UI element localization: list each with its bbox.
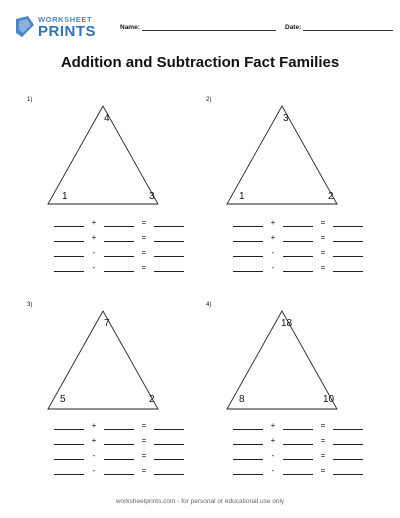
problem-2 — [206, 97, 386, 287]
equals-sign: = — [320, 466, 326, 475]
answer-blank[interactable] — [233, 421, 263, 430]
equals-sign: = — [320, 451, 326, 460]
date-field[interactable] — [285, 23, 393, 31]
answer-blank[interactable] — [54, 263, 84, 272]
equals-sign: = — [141, 218, 147, 227]
answer-blank[interactable] — [154, 248, 184, 257]
answer-blank[interactable] — [104, 248, 134, 257]
triangle-top-number: 4 — [104, 113, 110, 124]
answer-blank[interactable] — [104, 436, 134, 445]
answer-blank[interactable] — [233, 263, 263, 272]
equals-sign: = — [141, 436, 147, 445]
problem-3 — [27, 302, 207, 492]
answer-blank[interactable] — [333, 263, 363, 272]
problem-number: 4) — [206, 302, 212, 308]
operator: + — [91, 436, 97, 445]
problem-number: 1) — [27, 97, 33, 103]
equation-row — [233, 262, 363, 272]
operator: - — [271, 263, 275, 272]
triangle-right-number: 2 — [149, 394, 155, 405]
answer-blank[interactable] — [333, 466, 363, 475]
operator: + — [270, 218, 276, 227]
answer-blank[interactable] — [233, 436, 263, 445]
logo-text-bottom: PRINTS — [38, 23, 97, 40]
problem-number: 3) — [27, 302, 33, 308]
answer-blank[interactable] — [233, 451, 263, 460]
footer-text: worksheetprints.com - for personal or educational use only — [115, 498, 285, 505]
answer-blank[interactable] — [154, 451, 184, 460]
equals-sign: = — [320, 436, 326, 445]
answer-blank[interactable] — [233, 218, 263, 227]
equals-sign: = — [141, 421, 147, 430]
worksheet-title: Addition and Subtraction Fact Families — [60, 54, 340, 71]
operator: - — [92, 466, 96, 475]
equals-sign: = — [320, 263, 326, 272]
equals-sign: = — [141, 248, 147, 257]
date-label: Date: — [285, 24, 302, 31]
answer-blank[interactable] — [154, 233, 184, 242]
name-line[interactable] — [142, 23, 276, 31]
equation-row — [233, 217, 363, 227]
triangle-left-number: 8 — [239, 394, 245, 405]
answer-blank[interactable] — [154, 263, 184, 272]
logo-text-top: WORKSHEET — [38, 15, 93, 24]
date-line[interactable] — [303, 23, 393, 31]
equation-row — [54, 232, 184, 242]
equals-sign: = — [320, 248, 326, 257]
equation-row — [54, 217, 184, 227]
answer-blank[interactable] — [283, 263, 313, 272]
logo-pencil-icon — [14, 15, 36, 39]
equation-row — [233, 450, 363, 460]
equation-row — [54, 450, 184, 460]
equation-row — [233, 247, 363, 257]
triangle-left-number: 1 — [239, 191, 245, 202]
triangle-top-number: 18 — [281, 318, 293, 329]
answer-blank[interactable] — [54, 233, 84, 242]
operator: + — [91, 233, 97, 242]
answer-blank[interactable] — [283, 218, 313, 227]
triangle-right-number: 2 — [328, 191, 334, 202]
answer-blank[interactable] — [54, 466, 84, 475]
operator: - — [271, 466, 275, 475]
answer-blank[interactable] — [333, 248, 363, 257]
operator: + — [91, 218, 97, 227]
problem-number: 2) — [206, 97, 212, 103]
equation-row — [233, 465, 363, 475]
answer-blank[interactable] — [333, 421, 363, 430]
equals-sign: = — [141, 233, 147, 242]
triangle-left-number: 1 — [62, 191, 68, 202]
equation-row — [233, 232, 363, 242]
answer-blank[interactable] — [333, 451, 363, 460]
answer-blank[interactable] — [333, 218, 363, 227]
equals-sign: = — [320, 233, 326, 242]
answer-blank[interactable] — [154, 436, 184, 445]
equation-row — [233, 435, 363, 445]
equals-sign: = — [141, 466, 147, 475]
answer-blank[interactable] — [54, 421, 84, 430]
equation-row — [54, 247, 184, 257]
answer-blank[interactable] — [104, 263, 134, 272]
triangle-top-number: 7 — [104, 318, 110, 329]
answer-blank[interactable] — [54, 248, 84, 257]
answer-blank[interactable] — [104, 466, 134, 475]
operator: + — [270, 436, 276, 445]
fact-triangle — [47, 105, 159, 205]
operator: - — [271, 451, 275, 460]
answer-blank[interactable] — [104, 421, 134, 430]
operator: + — [270, 421, 276, 430]
triangle-left-number: 5 — [60, 394, 66, 405]
equation-row — [54, 262, 184, 272]
equation-row — [233, 420, 363, 430]
operator: - — [92, 451, 96, 460]
equation-row — [54, 465, 184, 475]
answer-blank[interactable] — [283, 233, 313, 242]
answer-blank[interactable] — [233, 466, 263, 475]
answer-blank[interactable] — [104, 451, 134, 460]
answer-blank[interactable] — [283, 436, 313, 445]
equation-row — [54, 420, 184, 430]
operator: - — [271, 248, 275, 257]
operator: - — [92, 263, 96, 272]
equation-row — [54, 435, 184, 445]
triangle-right-number: 3 — [149, 191, 155, 202]
brand-logo — [14, 12, 97, 44]
answer-blank[interactable] — [283, 466, 313, 475]
answer-blank[interactable] — [233, 248, 263, 257]
equals-sign: = — [141, 263, 147, 272]
answer-blank[interactable] — [283, 421, 313, 430]
triangle-top-number: 3 — [283, 113, 289, 124]
equals-sign: = — [141, 451, 147, 460]
answer-blank[interactable] — [333, 436, 363, 445]
fact-triangle — [226, 105, 338, 205]
answer-blank[interactable] — [333, 233, 363, 242]
answer-blank[interactable] — [104, 218, 134, 227]
answer-blank[interactable] — [154, 466, 184, 475]
answer-blank[interactable] — [233, 233, 263, 242]
answer-blank[interactable] — [54, 218, 84, 227]
problem-4 — [206, 302, 386, 492]
answer-blank[interactable] — [54, 436, 84, 445]
name-field[interactable] — [120, 23, 276, 31]
name-label: Name: — [120, 24, 140, 31]
answer-blank[interactable] — [283, 451, 313, 460]
operator: + — [270, 233, 276, 242]
answer-blank[interactable] — [154, 421, 184, 430]
answer-blank[interactable] — [104, 233, 134, 242]
answer-blank[interactable] — [154, 218, 184, 227]
equals-sign: = — [320, 421, 326, 430]
problem-1 — [27, 97, 207, 287]
operator: + — [91, 421, 97, 430]
triangle-right-number: 10 — [323, 394, 335, 405]
equals-sign: = — [320, 218, 326, 227]
operator: - — [92, 248, 96, 257]
answer-blank[interactable] — [283, 248, 313, 257]
answer-blank[interactable] — [54, 451, 84, 460]
